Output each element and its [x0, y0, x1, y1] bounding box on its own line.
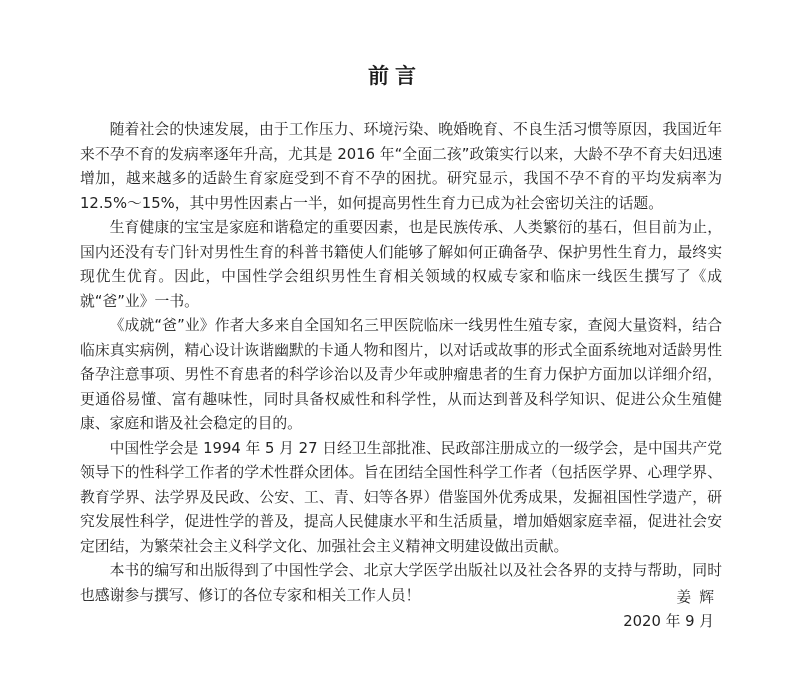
- preface-body: [80, 118, 722, 608]
- paragraph-5: 本书的编写和出版得到了中国性学会、北京大学医学出版社以及社会各界的支持与帮助，同时也感谢参与撰写、修订的各位专家和相关工作人员！: [80, 562, 722, 604]
- paragraph-3: 《成就“爸”业》作者大多来自全国知名三甲医院临床一线男性生殖专家，查阅大量资料，结合临床真实病例，精心设计诙谐幽默的卡通人物和图片，以对话或故事的形式全面系统地对适龄男性备孕注意事项、男性不育患者的科学诊治以及青少年或肿瘤患者的生育力保护方面加以详细介绍，更通俗易懂、富有趣味性，同时具备权威性和科学性，从而达到普及科学知识、促进公众生殖健康、家庭和谐及社会稳定的目的。: [80, 317, 722, 432]
- paragraph-1: 随着社会的快速发展，由于工作压力、环境污染、晚婚晚育、不良生活习惯等原因，我国近年来不孕不育的发病率逐年升高，尤其是 2016 年“全面二孩”政策实行以来，大龄不孕不育夫妇迅速增加，越来越多的适龄生育家庭受到不育不孕的困扰。研究显示，我国不孕不育的平均发病率为 12.5%～15%，其中男性因素占一半，如何提高男性生育力已成为社会密切关注的话题。: [80, 121, 722, 212]
- signature-date: 2020 年 9 月: [623, 613, 714, 630]
- paragraph-4: 中国性学会是 1994 年 5 月 27 日经卫生部批准、民政部注册成立的一级学会，是中国共产党领导下的性科学工作者的学术性群众团体。旨在团结全国性科学工作者（包括医学界、心理学界、教育学界、法学界及民政、公安、工、青、妇等各界）借鉴国外优秀成果，发掘祖国性学遗产，研究发展性科学，促进性学的普及，提高人民健康水平和生活质量，增加婚姻家庭幸福，促进社会安定团结，为繁荣社会主义科学文化、加强社会主义精神文明建设做出贡献。: [80, 439, 722, 555]
- paragraph-2: 生育健康的宝宝是家庭和谐稳定的重要因素，也是民族传承、人类繁衍的基石，但目前为止，国内还没有专门针对男性生育的科普书籍使人们能够了解如何正确备孕、保护男性生育力，最终实现优生优育。因此，中国性学会组织男性生育相关领域的权威专家和临床一线医生撰写了《成就“爸”业》一书。: [80, 219, 722, 310]
- author-name: 姜辉: [676, 589, 722, 606]
- page-title: 前言: [368, 64, 422, 88]
- signature-block: [623, 586, 722, 634]
